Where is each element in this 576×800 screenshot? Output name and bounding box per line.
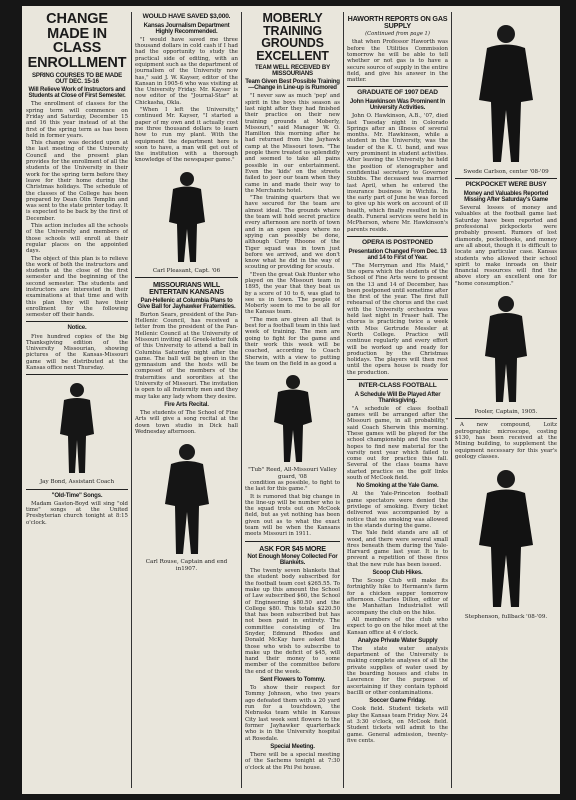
notice-text: Five hundred copies of the big Thanksgiving edition of the University Missourian, showing pictures of the Kansas-Missouri game will be distributed at the Kansas office next Thursday. [26,333,128,372]
article-paragraph: There will be a special meeting of the Sachems tonight at 7:30 o'clock at the Phi Psi house. [245,751,340,771]
person-silhouette-icon [469,18,543,168]
songs-title: "Old-Time" Songs. [51,491,103,499]
person-silhouette-icon [266,370,320,466]
article-paragraph: "The Merryman and His Maid," the opera which the students of the School of Fine Arts were to present on the 13 and 14 of December, has been postponed until sometime after the first of the year. The first full rehearsal of the chorus and the cast with the University orchestra was held last night in Fraser hall. The chorus is practicing twice a week with Miss Gertrude Messler at North College. Practice will continue regularly and every effort will be worked up and ready for production by the Christmas holidays. The players will then rest until the opera house is ready for the production. [347,262,448,376]
divider [26,374,128,375]
article-paragraph: The enrollment of classes for the spring term will commence on Friday and Saturday, December 15 and 16 this year instead of at the first of the spring term as has been held in former years. [26,101,128,139]
headline-graduate-dead: GRADUATE OF 1907 DEAD [357,89,438,97]
photo-carl-rouse[interactable] [153,438,221,558]
subhead-pan-hellenic: Pan-Hellenic at Columbia Plans to Give Ball for Jayhawker Fraternities. [137,296,236,310]
headline-class-enrollment: CHANGE MADE IN CLASS ENROLLMENT [27,12,127,71]
article-paragraph: "A schedule of class football games will be arranged after the Missouri game, in all probability," said Coach Sherwin this morning. These games will be played for the school championship and the coach hopes to find new material for the varsity next year which failed to come out for practice this fall. Several of the class teams have started practice on the golf links south of McCook field. [347,405,448,482]
photo-caption: "Tub" Reed, All-Missouri Valley guard, '08 [248,467,337,480]
water-supply-title: Analyze Private Water Supply [357,636,438,644]
subhead-hawkinson: John Hawkinson Was Prominent In University Activities. [349,98,446,112]
subhead-spring-courses: SPRING COURSES TO BE MADE OUT DEC. 15-16 [31,72,123,86]
column-3 [245,12,340,790]
subhead-team-received: TEAM WELL RECEIVED BY MISSOURIANS [255,64,330,78]
article-paragraph: This action includes all the schools of the University and members of those schools will enroll at their regular places on the appointed days. [26,223,128,255]
article-paragraph: The Yale field stands are all of wood, and there were several small fires beneath them during the Yale-Harvard game last year. It is to prevent a repetition of these fires that the new rule has been issued. [347,530,448,568]
person-silhouette-icon [159,167,215,267]
subhead-opera: Presentation Changed From Dec. 13 and 14 to First of Year. [348,247,447,261]
songs-text: Madam Gaston-Boyd will sing "old time" songs at the United Presbyterian church tonight at 8:15 o'clock. [26,500,128,526]
photo-caption: Carl Rouse, Captain and end in1907. [145,559,228,572]
newspaper-page[interactable] [22,6,560,794]
headline-saved-3000: WOULD HAVE SAVED $3,000. [142,13,231,20]
article-paragraph: It is rumored that big change in the line-up will be number who is the squad trots out on McCook field, but as yet nothing has been given out as to what the exact team will be when the Kansans meets Missouri in 1911. [245,493,340,538]
divider [135,277,238,278]
column-rule [451,12,452,788]
photo-stephenson[interactable] [471,463,541,613]
article-paragraph: "I never saw as much 'pep' and spirit in the boys this season as last night after they had finished their practice on their new training grounds at Moberly, Missouri," said Manager W. O. Hamilton this morning after he had returned from the Jayhawk camp at the Missouri town. "The people there treated us splendidly and seemed to take all pains possible in our entertainment. Even the 'kids' on the streets failed to jeer our team when they came in and made their way to the Merchants hotel. [245,93,340,194]
column-rule [241,12,242,788]
article-paragraph: This change was decided upon at the last meeting of the University Council and the present plan provides for the enrollment of all the students of the University in their work for the spring term before they leave for their home during the Christmas holidays. The schedule of the classes of the College has been prepared by Dean Olin Templin and was sent to the state printer today. It is expected to be back by the first of December. [26,140,128,222]
article-paragraph: Cook field. Student tickets will play the Kansas team Friday Nov. 24 at 3:30 o'clock, on McCook field. Student tickets will admit to the game. General admission, twenty-five cents. [347,706,448,744]
photo-caption: Carl Pleasant, Capt. '06 [152,267,221,274]
headline-pickpocket: PICKPOCKET WERE BUSY [465,181,547,189]
person-silhouette-icon [50,378,104,478]
divider [245,541,340,542]
photo-swede-carlson[interactable] [469,18,543,168]
headline-inter-class: INTER-CLASS FOOTBALL [358,382,437,390]
article-paragraph: The object of this plan is to relieve the work of both the instructors and students at the close of the first semester and the beginning of the second semester. The students and instructors are interested in their examinations at that time and with this plan they will have their enrollment for the following semester off their hands. [26,255,128,319]
column-rule [343,12,344,788]
article-paragraph: The twenty seven blankets that the student body subscribed for the football team cost $265.55. To make up this amount the School of Law subscribed $60, the School of Engineering $80.50 and the College $80. This totals $220.50 that has been subscribed but has not been paid in entirety. The committee consisting of Ira Snyder, Edmund Rhodes and Donald McKay have asked that those who wish to subscribe to make up the deficit of $45, will hand their money to some member of the committee before the end of the week. [245,568,340,675]
article-paragraph: "The men are given all that is best for a football team in this last week of training. The men are going to fight for the game and their work this week will be coached, according to Coach Sherwin, with a view to putting the team on the field in as good a [245,316,340,367]
article-paragraph: "When I left the University," continued Mr. Kayser, "I started a paper of my own and it actually cost me three thousand dollars to learn how to run my plant. With the equipment the department here is soon to have, a man will get out of the institution with a thorough knowledge of the newspaper game." [135,107,238,164]
no-smoking-title: No Smoking at the Yale Game. [356,482,439,490]
headline-moberly: MOBERLY TRAINING GROUNDS EXCELLENT [256,12,329,63]
continued-note: (Continued from page 1) [365,31,430,38]
headline-ask-45: ASK FOR $45 MORE [259,543,326,553]
article-paragraph: "The training quarters that we have secured for the team are almost ideal. The grounds where the team will hold secret practice every afternoon are north of town and in an open space where no spying can possibly be done, although Curly Rhoone of the Tiger squad was in town just before we arrived, and we don't know what he did in the way of scouting or providing for scouts. [245,195,340,271]
article-paragraph: Several losses of money and valuables at the football game last Saturday have been reported and professional pickpockets were probably present. Rumors of lost diamonds, pocketbooks, and money are all about, though it is difficult to locate any particular case. Kansas students who allowed their school spirit to make inroads on their financial resources will find the above story an excellent one for "home consumption." [455,205,557,287]
person-silhouette-icon [475,290,537,408]
column-2 [135,12,238,790]
column-4 [347,12,448,790]
fire-arts-title: Fire Arts Recital. [164,400,209,408]
column-rule [131,12,132,788]
article-paragraph: condition as possible, to fight to the last for this game." [245,479,340,493]
divider [455,178,557,179]
subhead-valuables: Money and Valuables Reported Missing After Saturday's Game [463,190,549,204]
person-silhouette-icon [471,463,541,613]
photo-jay-bond[interactable] [50,378,104,478]
article-paragraph: To show their respect for Tommy Johnson, who two years ago defeated them with a 20 yard run for a touchdown, the Nebraska team while in Kansas City last week sent flowers to the former Jayhawker quarterback who is in the University hospital at Rosedale. [245,685,340,742]
headline-missourians-entertain: MISSOURIANS WILL ENTERTAIN KANSANS [149,280,224,297]
article-paragraph: The state water analysis department of the University is making complete analyses of all the private supplies of water used by the boarding houses and clubs in Lawrence for the purpose of ascertaining if they contain typhoid bacilli or other contaminations. [347,645,448,696]
article-paragraph: John O. Hawkinson, A.B., '07, died last Tuesday night in Colorado Springs after an illness of several months. Mr. Hawkinson, while a student in the University, was the leader of the K. U. band, and was very prominent in student activities. After leaving the University he held the position of stenographer and confidential secretary to Governor Stubbs. The deceased was married last April, when he entered the insurance business in Wichita. In the early part of June he was forced to give up his work on account of ill health, which finally resulted in his death. Funeral services were held in McPherson, where Mr. Hawkinson's parents reside. [347,113,448,233]
subhead-training: Team Given Best Possible Training—Change in Line-up is Rumored [245,78,340,92]
divider [26,321,128,322]
soccer-title: Soccer Game Friday. [369,697,426,705]
photo-caption: Pooler, Captain, 1905. [474,409,538,416]
subhead-relieve-work: Will Relieve Work of Instructors and Students at Close of First Semester. [28,86,126,100]
article-paragraph: "I would have saved me three thousand dollars in cold cash if I had had the opportunity to study the practical side of editing, with an equipment such as the department of journalism of the University now has," said J. W. Kayser, editor of the Kansan in 1905-6 who was visiting at the University Friday. Mr. Kayser is now editor of the "Journal-Star" at Chickasha, Okla. [135,36,238,106]
divider [455,418,557,419]
photo-carl-pleasant[interactable] [159,167,215,267]
article-paragraph: that when Professor Haworth was before the Utilities Commission tomorrow he will be able to tell whether or not gas is to have a secure source of supply in the entire field, and give his answer in the matter. [347,39,448,84]
sent-flowers-title: Sent Flowers to Tommy. [259,676,326,684]
special-meeting-title: Special Meeting. [270,742,315,750]
subhead-inter-class: A Schedule Will Be Played After Thanksgiving. [354,390,441,404]
subhead-journalism: Kansas Journalism Department Highly Recommended. [143,21,230,35]
person-silhouette-icon [153,438,221,558]
divider [347,86,448,87]
divider [347,379,448,380]
article-paragraph: "Even the great Oak Hunter who played on the Missouri team in 1895, the year that they beat us by a score of 10 to 6, was glad to see us in town. The people of Moberly seem to me to be all for the Kansas team. [245,271,340,316]
article-paragraph: A new compound, Loitz petrographic microscope, costing $130, has been received at the Mining building, to supplement the equipment necessary for this year's geology classes. [455,422,557,460]
notice-title: Notice. [67,324,87,332]
article-paragraph: The Scoop Club will make its fortnightly hike to Hermann's farm for a chicken supper tomorrow afternoon. Charles Dillon, editor of the Manhattan Industrialist will accompany the club on the hike. [347,578,448,616]
photo-tub-reed[interactable] [266,370,320,466]
column-1 [26,12,128,790]
article-paragraph: All members of the club who expect to go on the hike meet at the Kansan office at 4 o'clock. [347,616,448,636]
scoop-club-title: Scoop Club Hikes. [372,569,423,577]
article-paragraph: At the Yale-Princeton football game spectators were denied the privilege of smoking. Every ticket delivered was accompanied by a notice that no smoking was allowed in the stands during the game. [347,491,448,529]
photo-caption: Jay Bond, Assistant Coach [39,479,115,486]
headline-haworth: HAWORTH REPORTS ON GAS SUPPLY [347,14,448,31]
photo-pooler[interactable] [475,290,537,408]
fire-arts-text: The students of The School of Fine Arts will give a song recital at the down town studio in Dick hall Wednesday afternoon. [135,409,238,435]
photo-caption: Stephenson, fullback '08-'09. [464,614,548,621]
column-5 [455,12,557,790]
photo-caption: Swede Carlson, center '08-'09 [463,169,549,175]
subhead-blankets: Not Enough Money Collected For Blankets. [247,552,338,566]
article-paragraph: Burton Sears, president of the Pan-Hellenic Council, has received a letter from the president of the Pan-Hellenic Council at the University of Missouri inviting all Greek-letter folk of this University to attend a ball in Columbia Saturday night after the game. The ball will be given in the gymnasium and the hosts will be composed of the members of the fraternities and sororities at the University of Missouri. The invitation is open to all fraternity men and they may take any lady whom they desire. [135,311,238,400]
headline-opera: OPERA IS POSTPONED [362,238,433,246]
divider [347,236,448,237]
divider [26,489,128,490]
